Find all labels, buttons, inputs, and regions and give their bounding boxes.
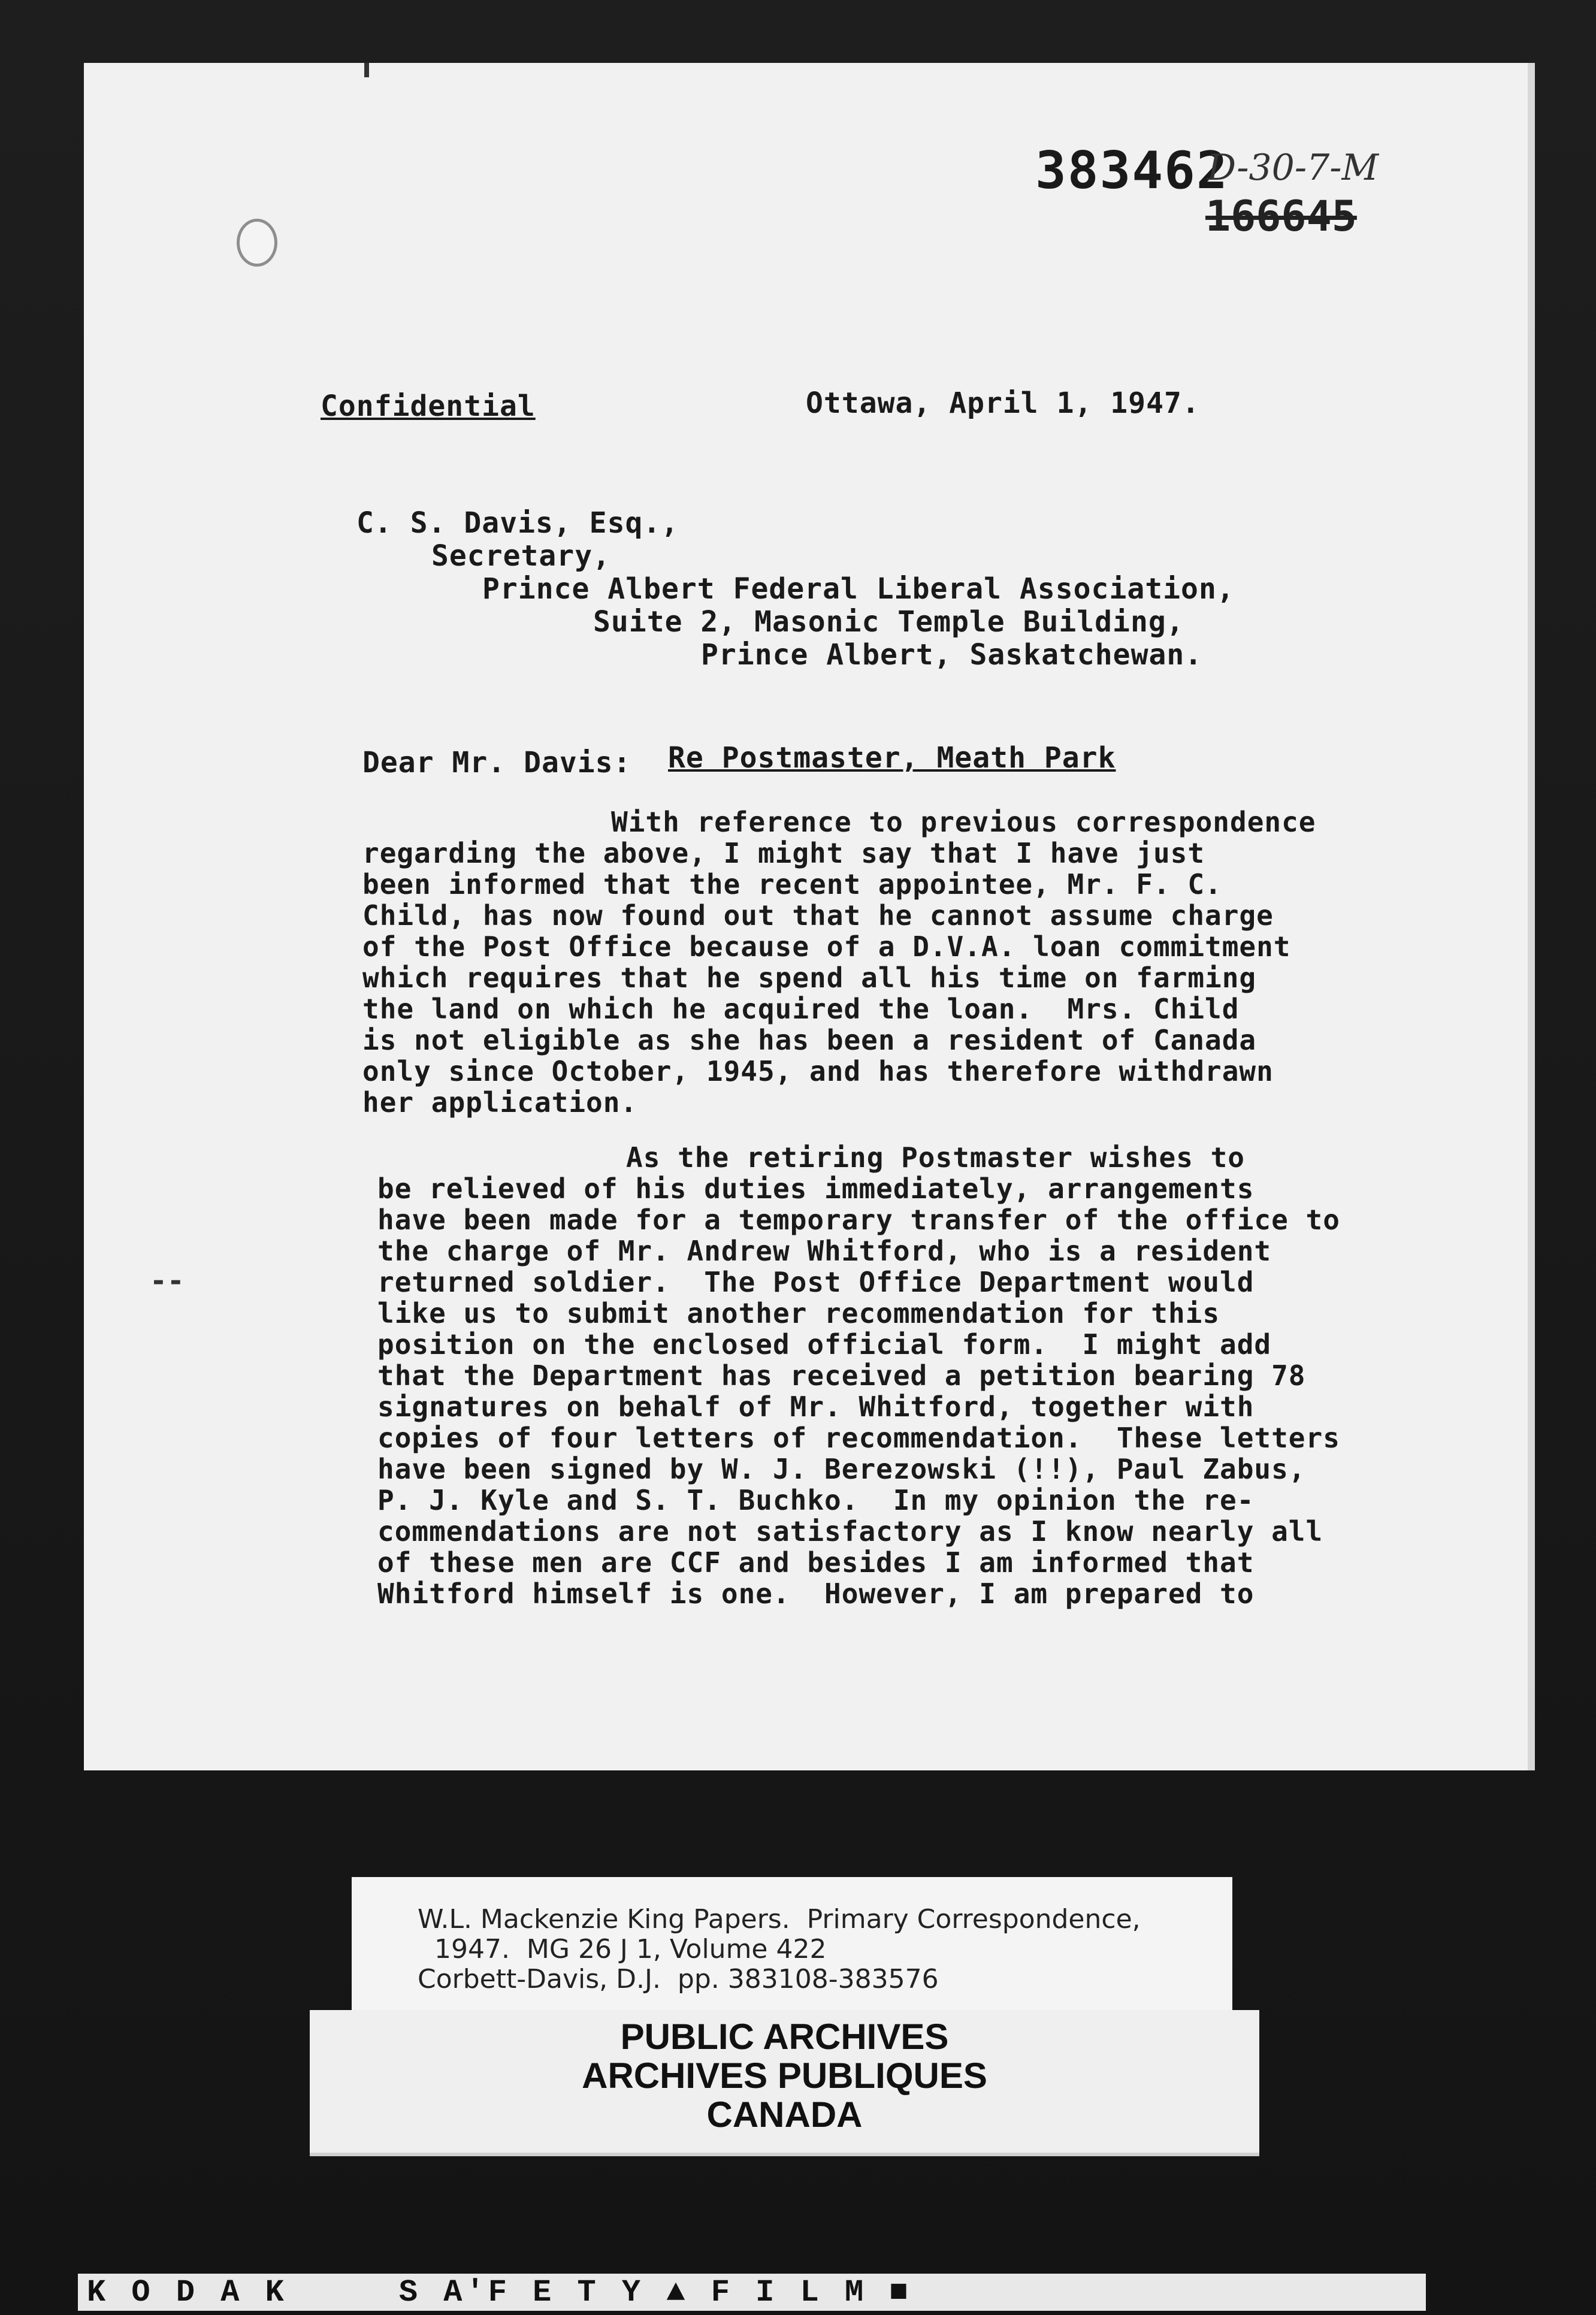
archive-label-line: 1947. MG 26 J 1, Volume 422 — [418, 1934, 827, 1965]
film-edge-text: K O D A K S A'F E T Y ▲ F I L M ■ — [87, 2274, 912, 2310]
margin-mark: -- — [150, 1264, 185, 1298]
paragraph-line: commendations are not satisfactory as I know nearly all — [377, 1515, 1323, 1548]
paragraph-line: have been made for a temporary transfer of the office to — [377, 1204, 1340, 1236]
paragraph-line: copies of four letters of recommendation. These letters — [377, 1422, 1340, 1454]
paragraph-line: only since October, 1945, and has therefore withdrawn — [362, 1055, 1274, 1087]
handwritten-reference: D-30-7-M — [1207, 147, 1379, 189]
archive-stamp-line: ARCHIVES PUBLIQUES — [582, 2056, 987, 2096]
archive-label-line: Corbett-Davis, D.J. pp. 383108-383576 — [418, 1964, 939, 1994]
paragraph-line: As the retiring Postmaster wishes to — [626, 1141, 1245, 1174]
punch-hole-icon — [237, 219, 277, 267]
dateline: Ottawa, April 1, 1947. — [806, 386, 1200, 420]
letter-page — [84, 63, 1528, 1770]
paragraph-line: of the Post Office because of a D.V.A. loan commitment — [362, 930, 1291, 963]
struck-file-number: 166645 — [1205, 192, 1357, 241]
recipient-line: Suite 2, Masonic Temple Building, — [593, 605, 1184, 639]
paragraph-line: P. J. Kyle and S. T. Buchko. In my opinion the re- — [377, 1484, 1255, 1516]
classification-label: Confidential — [321, 389, 536, 423]
paragraph-line: is not eligible as she has been a resident of Canada — [362, 1024, 1257, 1056]
paragraph-line: Whitford himself is one. However, I am prepared to — [377, 1577, 1255, 1610]
paragraph-line: position on the enclosed official form. I might add — [377, 1328, 1272, 1361]
paragraph-line: returned soldier. The Post Office Department would — [377, 1266, 1255, 1298]
subject-line: Re Postmaster, Meath Park — [668, 741, 1116, 775]
paragraph-line: the charge of Mr. Andrew Whitford, who is a resident — [377, 1235, 1272, 1267]
paragraph-line: regarding the above, I might say that I have just — [362, 837, 1205, 869]
recipient-line: Secretary, — [431, 539, 610, 573]
recipient-line: Prince Albert, Saskatchewan. — [701, 638, 1203, 672]
film-edge-marking — [78, 2274, 1426, 2311]
paragraph-line: be relieved of his duties immediately, arrangements — [377, 1172, 1255, 1205]
salutation: Dear Mr. Davis: — [362, 746, 631, 779]
paragraph-line: of these men are CCF and besides I am informed that — [377, 1546, 1255, 1579]
paragraph-line: like us to submit another recommendation for this — [377, 1297, 1220, 1329]
recipient-line: C. S. Davis, Esq., — [356, 506, 679, 540]
paragraph-line: have been signed by W. J. Berezowski (!!), Paul Zabus, — [377, 1453, 1306, 1485]
paragraph-line: which requires that he spend all his time on farming — [362, 962, 1257, 994]
paragraph-line: her application. — [362, 1086, 638, 1119]
paragraph-line: that the Department has received a petition bearing 78 — [377, 1359, 1306, 1392]
archive-stamp-line: PUBLIC ARCHIVES — [620, 2017, 949, 2057]
file-number: 383462 — [1035, 141, 1229, 201]
archive-stamp — [310, 2010, 1259, 2156]
recipient-line: Prince Albert Federal Liberal Association, — [482, 572, 1235, 606]
paragraph-line: the land on which he acquired the loan. Mrs. Child — [362, 993, 1240, 1025]
paragraph-line: With reference to previous correspondence — [611, 806, 1316, 838]
paragraph-line: been informed that the recent appointee, Mr. F. C. — [362, 868, 1222, 900]
paper-tick-mark — [364, 63, 369, 77]
archive-label-line: W.L. Mackenzie King Papers. Primary Correspondence, — [418, 1904, 1141, 1935]
paragraph-line: Child, has now found out that he cannot assume charge — [362, 899, 1274, 932]
archive-stamp-line: CANADA — [706, 2095, 863, 2135]
paragraph-line: signatures on behalf of Mr. Whitford, together with — [377, 1391, 1255, 1423]
